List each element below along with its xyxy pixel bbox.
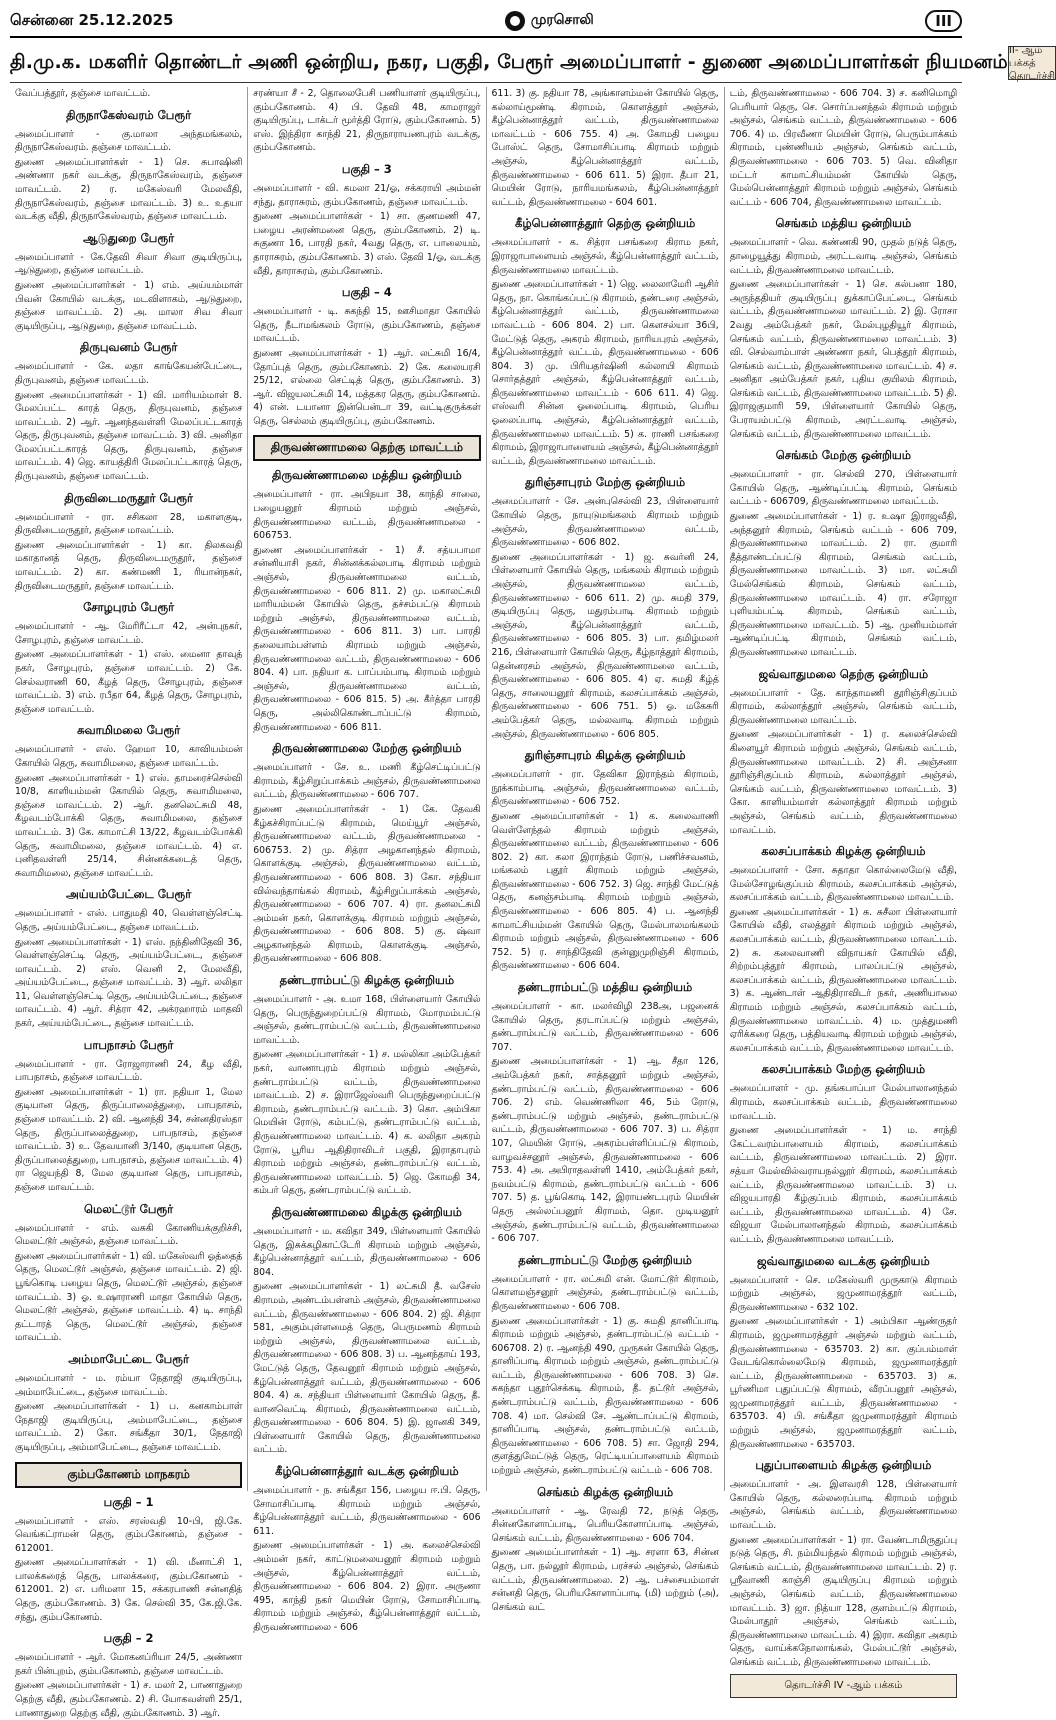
section-heading: கலசப்பாக்கம் கிழக்கு ஒன்றியம் (761, 844, 926, 859)
appointment-paragraph: அமைப்பாளர் - எம். வசுகி கோணியக்குறிச்சி, மெலட்டூர் அஞ்சல், தஞ்சை மாவட்டம். (15, 1222, 243, 1248)
appointment-paragraph: அமைப்பாளர் - ஆ. ரேவதி 72, நடுத் தெரு, சின்னகோளாப்பாடி, பெரியகோளாப்பாடி அஞ்சல், செங்கம் வட்டம், திருவண்ணாமலை - 606 704. (491, 1505, 719, 1544)
section-heading: கீழ்பென்னாத்தூர் வடக்கு ஒன்றியம் (275, 1464, 459, 1479)
appointment-paragraph: அமைப்பாளர் - ம. கவிதா 349, பிள்ளையார் கோயில் தெரு, இசுக்கழிகாட்டேரி கிராமம் மற்றும் அஞ்சல், கீழ்பென்னாத்தூர் வட்டம், திருவண்ணாமலை - 606 804. (253, 1225, 481, 1278)
section-heading: பகுதி – 4 (341, 285, 392, 300)
appointment-paragraph: துணை அமைப்பாளர்கள் - 1) கே. தேவகி கீழ்கச்சிராப்பட்டு கிராமம், மெய்யூர் அஞ்சல், திருவண்ணாமலை வட்டம், திருவண்ணாமலை - 606753. 2) மு. சித்ரா அழகானந்தல் கிராமம், கொளக்குடி அஞ்சல், திருவண்ணாமலை வட்டம், திருவண்ணாமலை - 606 808. 3) கோ. சந்தியா வில்வந்தாங்கல் கிராமம், கீழ்சிறுப்பாக்கம் அஞ்சல், திருவண்ணாமலை - 606 707. 4) ரா. தனலட்சுமி அம்மன் நகர், கொளக்குடி கிராமம் மற்றும் அஞ்சல், திருவண்ணாமலை - 606 808. 5) கு. ஷ்வா அழகானந்தல் கிராமம், கொளக்குடி அஞ்சல், திருவண்ணாமலை - 606 808. (253, 803, 481, 965)
appointment-paragraph: அமைப்பாளர் - ரா. அபிநயா 38, காந்தி சாலை, பழையனூர் கிராமம் மற்றும் அஞ்சல், திருவண்ணாமலை வட்டம், திருவண்ணாமலை - 606753. (253, 489, 481, 542)
appointment-paragraph: துணை அமைப்பாளர்கள் - 1) ச. மல்லிகா அம்பேத்கர் நகர், வாணாபுரம் கிராமம் மற்றும் அஞ்சல், தண்டராம்பட்டு வட்டம், திருவண்ணாமலை மாவட்டம். 2) ச. இராஜேஸ்வரி பெருந்துறைப்பட்டு கிராமம், தண்டராம்பட்டு வட்டம். 3) கொ. அம்பிகா மெயின் ரோடு, கம்பட்டு, தண்டராம்பட்டு வட்டம், திருவண்ணாமலை மாவட்டம். 4) க. லலிதா அகரம் ரோடு, பூரிய ஆதிதிராவிடர் பகுதி, இராதாபுரம் கிராமம் மற்றும் அஞ்சல், தண்டராம்பட்டு வட்டம், திருவண்ணாமலை மாவட்டம். 5) ஜெ. கோமதி 34, கம்பர் தெரு, தண்டராம்பட்டு வட்டம். (253, 1049, 481, 1197)
section-heading: துரிஞ்சாபுரம் மேற்கு ஒன்றியம் (525, 475, 686, 490)
appointment-paragraph: அமைப்பாளர் - எஸ். சரஸ்வதி 10-பி, ஜி.கே. வெங்கட்ராமன் தெரு, கும்பகோணம், தஞ்சை - 612001. (15, 1515, 243, 1554)
appointment-paragraph: அமைப்பாளர் - டி. சுகந்தி 15, ஊசிமாதா கோயில் தெரு, நீடாமங்கலம் ரோடு, கும்பகோணம், தஞ்சை மாவட்டம். (253, 306, 481, 345)
sun-logo-icon (505, 11, 525, 31)
section-heading: கலசப்பாக்கம் மேற்கு ஒன்றியம் (761, 1062, 926, 1077)
appointment-paragraph: துணை அமைப்பாளர்கள் - 1) சு. சுசீலா பிள்ளையார் கோயில் வீதி, எலத்தூர் கிராமம் மற்றும் அஞ்சல், கலசப்பாக்கம் வட்டம், திருவண்ணாமலை மாவட்டம். 2) சு. கலைவாணி விநாயகர் கோயில் வீதி, சிற்றம்புத்தூர் கிராமம், பாலப்பட்டு அஞ்சல், கலசப்பாக்கம் வட்டம், திருவண்ணாமலை மாவட்டம். 3) க. ஆண்டாள் ஆதிதிராவிடர் நகர், அணியாலை கிராமம் மற்றும் அஞ்சல், கலசப்பாக்கம் வட்டம், திருவண்ணாமலை மாவட்டம். 4) ம. முத்துமணி ஏரிக்கரை தெரு, பத்தியவாடி கிராமம் மற்றும் அஞ்சல், கலசப்பாக்கம் வட்டம், திருவண்ணாமலை மாவட்டம். (729, 906, 957, 1054)
section-heading: தண்டராம்பட்டு மத்திய ஒன்றியம் (517, 980, 693, 995)
section-heading: அம்மாபேட்டை பேரூர் (68, 1351, 189, 1366)
appointment-paragraph: அமைப்பாளர் - கே.தேவி சிவா சிவா குடியிருப்பு, ஆடுதுறை, தஞ்சை மாவட்டம். (15, 251, 243, 277)
appointment-paragraph: அமைப்பாளர் - ம. ரம்யா நேதாஜி குடியிருப்பு, அம்மாபேட்டை, தஞ்சை மாவட்டம். (15, 1372, 243, 1398)
appointment-paragraph: அமைப்பாளர் - எஸ். பாதுமதி 40, வெள்ளஞ்செட்டி தெரு, அய்யம்பேட்டை, தஞ்சை மாவட்டம். (15, 908, 243, 933)
appointment-paragraph: துணை அமைப்பாளர்கள் - 1) எஸ். மைனா தாவுத் நகர், சோழபுரம், தஞ்சை மாவட்டம். 2) கே. செல்வராணி 60, கீழத் தெரு, சோழபுரம், தஞ்சை மாவட்டம். 3) எம். ரபீதா 64, கீழத் தெரு, சோழபுரம், தஞ்சை மாவட்டம். (15, 649, 243, 715)
section-heading: புதுப்பாளையம் கிழக்கு ஒன்றியம் (755, 1458, 932, 1473)
appointment-paragraph: துணை அமைப்பாளர்கள் - 1) க. கலைவாணி வெள்ளேந்தல் கிராமம் மற்றும் அஞ்சல், திருவண்ணாமலை வட்டம், திருவண்ணாமலை - 606 802. 2) கா. கலா இராந்தம் ரோடு, பணிச்சவனம், மங்கலம் புதூர் கிராமம் மற்றும் அஞ்சல், திருவண்ணாமலை - 606 752. 3) ஜெ. சாந்தி மேட்டுத் தெரு, கனஞ்சம்பாடி கிராமம் மற்றும் அஞ்சல், திருவண்ணாமலை - 606 805. 4) ப. ஆனந்தி காமாட்சியம்மன் கோயில் தெரு, மேல்பாலமங்கலம் கிராமம் மற்றும் அஞ்சல், திருவண்ணாமலை - 606 752. 5) ர. சாந்திதேவி குன்னுமுறிஞ்சி கிராமம், திருவண்ணாமலை - 606 604. (491, 810, 719, 972)
section-heading: கீழ்பென்னாத்தூர் தெற்கு ஒன்றியம் (514, 216, 696, 231)
section-heading: திருபுவனம் பேரூர் (79, 340, 178, 355)
appointment-paragraph: அமைப்பாளர் - எஸ். ஹேமா 10, காவியம்மன் கோயில் தெரு, சுவாமிமலை, தஞ்சை மாவட்டம். (15, 744, 243, 769)
appointment-paragraph: அமைப்பாளர் - ஆ. மேரிரீட்டா 42, அன்புநகர், சோழபுரம், தஞ்சை மாவட்டம். (15, 621, 243, 646)
appointment-paragraph: துணை அமைப்பாளர்கள் - 1) எஸ். நந்தினிதேவி 36, வெள்ளஞ்செட்டி தெரு, அய்யம்பேட்டை, தஞ்சை மாவட்டம். 2) எஸ். வெனி 2, மேலவீதி, அய்யம்பேட்டை, தஞ்சை மாவட்டம். 3) ஆர். லலிதா 11, வெள்ளஞ்செட்டி தெரு, அய்யம்பேட்டை, தஞ்சை மாவட்டம். 4) ஆர். சித்ரா 42, அக்ரஹாரம் மாதவி நகர், அய்யம்பேட்டை, தஞ்சை மாவட்டம். (15, 936, 243, 1030)
appointment-paragraph: துணை அமைப்பாளர்கள் - 1) ப. கனகாம்பாள் நேதாஜி குடியிருப்பு, அம்மாபேட்டை, தஞ்சை மாவட்டம். 2) கோ. சங்கீதா 30/1, நேதாஜி குடியிருப்பு, அம்மாபேட்டை, தஞ்சை மாவட்டம். (15, 1401, 243, 1453)
article-column (487, 87, 725, 1613)
appointment-paragraph: துணை அமைப்பாளர்கள் - 1) செ. சுபாஷினி அண்ணா நகர் வடக்கு, திருநாகேஸ்வரம், தஞ்சை மாவட்டம். 2) ர. மகேஸ்வரி மேலவீதி, திருநாகேஸ்வரம், தஞ்சை மாவட்டம். 3) உ. உதயா வடக்கு வீதி, திருநாகேஸ்வரம், தஞ்சை மாவட்டம். (15, 156, 243, 223)
continued-from-line2: தொடர்ச்சி (1008, 70, 1055, 82)
appointment-paragraph: துணை அமைப்பாளர்கள் - 1) எஸ். தாமரைச்செல்வி 10/8, காளியம்மன் கோயில் தெரு, சுவாமிமலை, தஞ்சை மாவட்டம். 2) ஆர். தனலெட்சுமி 48, கீழவடம்போக்கி தெரு, சுவாமிமலை, தஞ்சை மாவட்டம். 3) கே. காமாட்சி 13/22, கீழவடம்போக்கி தெரு, சுவாமிமலை, தஞ்சை மாவட்டம். 4) எ. புனிதவள்ளி 25/14, சின்னக்கடைத் தெரு, சுவாமிமலை, தஞ்சை மாவட்டம். (15, 772, 243, 879)
appointment-paragraph: அமைப்பாளர் - கு.மாலா அந்தமங்கலம், திருநாகேஸ்வரம். தஞ்சை மாவட்டம். (15, 128, 243, 154)
section-heading: திருவண்ணாமலை கிழக்கு ஒன்றியம் (271, 1204, 462, 1219)
district-heading: திருவண்ணாமலை தெற்கு மாவட்டம் (253, 435, 480, 461)
appointment-paragraph: அமைப்பாளர் - செ. மகேஸ்வரி முருகாடு கிராமம் மற்றும் அஞ்சல், ஜமுனாமரத்தூர் வட்டம், திருவண்ணாமலை - 632 102. (729, 1274, 957, 1313)
appointment-paragraph: துணை அமைப்பாளர்கள் - 1) ஜெ. லைலாமேரி ஆசிர் தெரு, நா. கொங்கப்பட்டு கிராமம், தண்டரை அஞ்சல், கீழ்பென்னாத்தூர் வட்டம், திருவண்ணாமலை மாவட்டம் - 606 804. 2) பா. கௌசல்யா 36பி, மேட்டுத் தெரு, அகரம் கிராமம், நாரியபுரம் அஞ்சல், கீழ்பென்னாத்தூர் வட்டம், திருவண்ணாமலை - 606 804. 3) மு. பிரியதர்ஷினி கல்லாயி கிராமம் சொர்தத்தூர் அஞ்சல், கீழ்பென்னாத்தூர் வட்டம், திருவண்ணாமலை மாவட்டம் - 606 611. 4) ஜெ. எஸ்வரி சின்ன ஓலைப்பாடி கிராமம், பெரிய ஓலைப்பாடி அஞ்சல், கீழ்பென்னாத்தூர் வட்டம், திருவண்ணாமலை மாவட்டம். 5) க. ராணி பசங்கரை கிராமம், இராஜாபாளையம் அஞ்சல், கீழ்பென்னாத்தூர் வட்டம், திருவண்ணாமலை மாவட்டம். (491, 279, 719, 467)
appointment-paragraph: அமைப்பாளர் - ரா. சசிகலா 28, மகாளகுடி, திருவிடைமருதூர், தஞ்சை மாவட்டம். (15, 511, 243, 537)
section-heading: செங்கம் மத்திய ஒன்றியம் (775, 216, 912, 231)
appointment-paragraph: அமைப்பாளர் - ரா. தேவிகா இராந்தம் கிராமம், நூக்காம்பாடி அஞ்சல், திருவண்ணாமலை வட்டம், திருவண்ணாமலை - 606 752. (491, 769, 719, 808)
appointment-paragraph: அமைப்பாளர் - ரா. லட்சுமி என். மோட்டூர் கிராமம், கொளமஞ்சனூர் அஞ்சல், தண்டராம்பட்டு வட்டம், திருவண்ணாமலை - 606 708. (491, 1273, 719, 1312)
appointment-paragraph: துணை அமைப்பாளர்கள் - 1) சீ. சத்யபாமா சன்னியாசி நகர், சின்னக்கல்லபாடி கிராமம் மற்றும் அஞ்சல், திருவண்ணாமலை வட்டம், திருவண்ணாமலை - 606 811. 2) மு. மகாலட்சுமி மாரியம்மன் கோயில் தெரு, தச்சம்பட்டு கிராமம் மற்றும் அஞ்சல், திருவண்ணாமலை வட்டம், திருவண்ணாமலை - 606 811. 3) பா. பாரதி தலையாம்பள்ளம் கிராமம் மற்றும் அஞ்சல், திருவண்ணாமலை வட்டம், திருவண்ணாமலை - 606 804. 4) பா. நதியா க. பாப்பம்பாடி கிராமம் மற்றும் அஞ்சல், திருவண்ணாமலை வட்டம், திருவண்ணாமலை - 606 815. 5) அ. கீர்த்தா பாரதி தெரு, அல்லிகொண்டாப்பட்டு கிராமம், திருவண்ணாமலை - 606 811. (253, 544, 481, 733)
appointment-paragraph: அமைப்பாளர் - ரா. செல்வி 270, பிள்ளையார் கோயில் தெரு, ஆண்டிப்பட்டி கிராமம், செங்கம் வட்டம் - 606709, திருவண்ணாமலை மாவட்டம். (729, 469, 957, 508)
section-heading: தண்டராம்பட்டு கிழக்கு ஒன்றியம் (279, 973, 455, 988)
section-heading: பகுதி – 3 (341, 161, 392, 176)
appointment-paragraph: துணை அமைப்பாளர்கள் - 1) கு. சுமதி தானிப்பாடி கிராமம் மற்றும் அஞ்சல், தண்டராம்பட்டு வட்டம் - 606708. 2) ர. ஆனந்தி 490, முருகன் கோயில் தெரு, தானிப்பாடி கிராமம் மற்றும் அஞ்சல், தண்டராம்பட்டு வட்டம், திருவண்ணாமலை - 606 708. 3) செ. சுகந்தா புதூர்செக்கடி கிராமம், தீ. தட்டூர் அஞ்சல், தண்டராம்பட்டு வட்டம், திருவண்ணாமலை - 606 708. 4) மா. செல்வி சே. ஆண்டாப்பட்டு கிராமம், தானிப்பாடி அஞ்சல், தண்டராம்பட்டு வட்டம், திருவண்ணாமலை - 606 708. 5) சா. ஜோதி 294, குளத்துமேட்டுத் தெரு, ரெட்டியப்பாளையம் கிராமம் மற்றும் அஞ்சல், தண்டராம்பட்டு வட்டம் - 606 708. (491, 1315, 719, 1477)
appointment-paragraph: துணை அமைப்பாளர்கள் - 1) செ. கல்பனா 180, அருந்ததியர் குடியிருப்பு துக்காப்பேட்டை, செங்கம் வட்டம், திருவண்ணாமலை மாவட்டம். 2) இ. ரோசா 2வது அம்பேத்கர் நகர், மேல்புழதியூர் கிராமம், செங்கம் வட்டம், திருவண்ணாமலை மாவட்டம். 3) வி. செல்வாம்பாள் அண்ணா நகர், பெத்தூர் கிராமம், செங்கம் வட்டம், திருவண்ணாமலை மாவட்டம். 4) ச. அனிதா அம்பேத்கர் நகர், புதிய குயிலம் கிராமம், செங்கம் வட்டம், திருவண்ணாமலை மாவட்டம். 5) தி. இராஜகுமாரி 59, பிள்ளையார் கோயில் தெரு, பேராயம்பட்டு கிராமம், அரட்டவாடி அஞ்சல், செங்கம் வட்டம், திருவண்ணாமலை மாவட்டம். (729, 279, 957, 440)
paper-name: முரசொலி (530, 12, 594, 28)
appointment-paragraph: அமைப்பாளர் - ஆர். மோகனப்ரியா 24/5, அண்ணா நகர் பின்புறம், கும்பகோணம், தஞ்சை மாவட்டம். (15, 1652, 243, 1677)
appointment-paragraph: துணை அமைப்பாளர்கள் - 1) எம். அய்யம்மாள் பிவன் கோயில் வடக்கு, மடவிளாகம், ஆடுதுறை, தஞ்சை மாவட்டம். 2) அ. மாலா சிவ சிவா குடியிருப்பு, ஆடுதுறை, தஞ்சை மாவட்டம். (15, 279, 243, 332)
headline-row (10, 44, 1055, 83)
appointment-paragraph: அமைப்பாளர் - தே. காந்தாமணி தூரிஞ்சிகுப்பம் கிராமம், கல்லாத்தூர் அஞ்சல், செங்கம் வட்டம், திருவண்ணாமலை மாவட்டம். (729, 687, 957, 726)
section-heading: துரிஞ்சாபுரம் கிழக்கு ஒன்றியம் (524, 748, 686, 763)
section-heading: ஜவ்வாதுமலை வடக்கு ஒன்றியம் (757, 1253, 930, 1268)
appointment-paragraph: துணை அமைப்பாளர்கள் - 1) ச. மலர் 2, பாணாதுறை தெற்கு வீதி, கும்பகோணம். 2) சி. யோகவள்ளி 25/1, பாணாதுறை தெற்கு வீதி, கும்பகோணம். 3) ஆர். (15, 1680, 243, 1719)
continued-from-box (1008, 46, 1056, 80)
appointment-paragraph: அமைப்பாளர் - கே. லதா காங்கேயன்பேட்டை, திருபுவனம், தஞ்சை மாவட்டம். (15, 361, 243, 386)
appointment-paragraph: துணை அமைப்பாளர்கள் - 1) ஜ. சுவர்னி 24, பிள்ளையார் கோயில் தெரு, மங்கலம் கிராமம் மற்றும் அஞ்சல், திருவண்ணாமலை வட்டம், திருவண்ணாமலை - 606 611. 2) மு. சுமதி 379, குடியிருப்பு தெரு, மதுரம்பாடி கிராமம் மற்றும் அஞ்சல், கீழ்பென்னாத்தூர் வட்டம், திருவண்ணாமலை - 606 805. 3) பா. தமிழ்மலர் 216, பிள்ளையார் கோயில் தெரு, கீழ்நாத்தூர் கிராமம், தென்னரசம் அஞ்சல், திருவண்ணாமலை வட்டம், திருவண்ணாமலை - 606 805. 4) ஏ. சுமதி கீழ்த் தெரு, சாலையனூர் கிராமம், கலசப்பாக்கம் அஞ்சல், திருவண்ணாமலை - 606 751. 5) ஓ. மகேசுரி அம்பேத்கர் தெரு, மல்லவாடி கிராமம் மற்றும் அஞ்சல், திருவண்ணாமலை - 606 805. (491, 551, 719, 740)
section-heading: செங்கம் கிழக்கு ஒன்றியம் (537, 1484, 674, 1499)
appointment-paragraph: அமைப்பாளர் - சே. அன்புசெல்வி 23, பிள்ளையார் கோயில் தெரு, நாயுடுமங்கலம் கிராமம் மற்றும் அஞ்சல், திருவண்ணாமலை வட்டம், திருவண்ணாமலை - 606 802. (491, 496, 719, 549)
section-heading: திருநாகேஸ்வரம் பேரூர் (66, 107, 192, 122)
section-heading: திருவண்ணாமலை மேற்கு ஒன்றியம் (272, 741, 462, 756)
appointment-paragraph: துணை அமைப்பாளர்கள் - 1) வி. மீனாட்சி 1, பாலக்கரைத் தெரு, பாலக்கரை, கும்பகோணம் - 612001. 2) எ. பரிமளா 15, சக்கரபாணி சன்னதித் தெரு, கும்பகோணம். 3) கே. செல்வி 35, கே.ஜி.கே. சந்து, கும்பகோணம். (15, 1557, 243, 1623)
appointment-paragraph: துணை அமைப்பாளர்கள் - 1) ரா. நதியா 1, மேல குடியான தெரு, திருப்பாலைத்துறை, பாபநாசம், தஞ்சை மாவட்டம். 2) வி. ஆனந்தி 34, சன்னதிரஸ்தா தெரு, திருப்பாலைத்துறை, பாபநாசம், தஞ்சை மாவட்டம். 3) உ. தேவயானி 3/140, குடியான தெரு, திருப்பாலைத்துறை, பாபநாசம், தஞ்சை மாவட்டம். 4) ரா ஜெயந்தி 8, மேல குடியான தெரு, பாபநாசம், தஞ்சை மாவட்டம். (15, 1086, 243, 1193)
section-heading: பாபநாசம் பேரூர் (83, 1037, 174, 1052)
district-heading: கும்பகோணம் மாநகரம் (15, 1462, 242, 1488)
appointment-paragraph: சரண்யா சீ - 2, தொலைபேசி பணியாளர் குடியிருப்பு, கும்பகோணம். 4) பி. தேவி 48, காமராஜர் குடியிருப்பு, டாக்டர் மூர்த்தி ரோடு, கும்பகோணம். 5) எஸ். இந்திரா காந்தி 21, திருநாராயணபுரம் வடக்கு, கும்பகோணம். (253, 88, 481, 154)
article-column (248, 87, 486, 1633)
appointment-paragraph: துணை அமைப்பாளர்கள் - 1) ரா. வேண்டாமிருதுப்பு நடுத் தெரு, சி. நம்மியந்தல் கிராமம் மற்றும் அஞ்சல், செங்கம் வட்டம், திருவண்ணாமலை மாவட்டம். 2) ர. ஸ்ரீவாணி காஞ்சி குடியிருப்பு கிராமம் மற்றும் அஞ்சல், செங்கம் வட்டம், திருவண்ணாமலை மாவட்டம். 3) ஜா. நித்யா 128, குளம்பட்டு கிராமம், மேல்பாதூர் அஞ்சல், செங்கம் வட்டம், திருவண்ணாமலை மாவட்டம். 4) இரா. கவிதா அகரம் தெரு, வாய்க்கநோலாங்கல், மேல்பட்டூர் அஞ்சல், செங்கம் வட்டம், திருவண்ணாமலை மாவட்டம். (729, 1534, 957, 1668)
page-headline: தி.மு.க. மகளிர் தொண்டர் அணி ஒன்றிய, நகர, பகுதி, பேரூர் அமைப்பாளர் - துணை அமைப்பாளர்கள் நியமனம் (10, 50, 1008, 73)
appointment-paragraph: அமைப்பாளர் - சே. உ. மணி கீழ்செட்டிப்பட்டு கிராமம், கீழ்சிறுப்பாக்கம் அஞ்சல், திருவண்ணாமலை வட்டம், திருவண்ணாமலை - 606 707. (253, 762, 481, 801)
article-column (725, 87, 962, 1691)
appointment-paragraph: அமைப்பாளர் - ரா. ரோஜாராணி 24, கீழ வீதி, பாபநாசம், தஞ்சை மாவட்டம். (15, 1058, 243, 1084)
appointment-paragraph: துணை அமைப்பாளர்கள் - 1) ஆர். லட்சுமி 16/4, தோப்புத் தெரு, கும்பகோணம். 2) கே. கலையரசி 25/12, எல்லை செட்டித் தெரு, கும்பகோணம். 3) ஆர். விஜயலட்சுமி 14, மத்தகர தெரு, கும்பகோணம். 4) என். டயானா இன்பென்டா 39, வட்டிகுருக்கள் தெரு, செல்லம் குடியிருப்பு, கும்பகோணம். (253, 347, 481, 427)
paper-logo (505, 11, 594, 31)
masthead (10, 6, 962, 38)
appointment-paragraph: அமைப்பாளர் - மு. தங்கபாப்பா மேல்பாலானந்தல் கிராமம், கலசப்பாக்கம் வட்டம், திருவண்ணாமலை மாவட்டம். (729, 1083, 957, 1122)
appointment-paragraph: அமைப்பாளர் - கா. மலர்விழி 238அ, பஜனைக் கோயில் தெரு, தரடாப்பட்டு மற்றும் அஞ்சல், தண்டராம்பட்டு வட்டம், திருவண்ணாமலை - 606 707. (491, 1001, 719, 1053)
appointment-paragraph: துணை அமைப்பாளர்கள் - 1) வி. மகேஸ்வரி ஓத்தைத் தெரு, மெலட்டூர் அஞ்சல், தஞ்சை மாவட்டம். 2) ஜி. பூங்கொடி பழைய தெரு, மெலட்டூர் அஞ்சல், தஞ்சை மாவட்டம். 3) ஓ. உஷாராணி மாதா கோயில் தெரு, மெலட்டூர் அஞ்சல், தஞ்சை மாவட்டம். 4) டி. சாந்தி தட்டாரத் தெரு, மெலட்டூர் அஞ்சல், தஞ்சை மாவட்டம். (15, 1250, 243, 1344)
page-number: III (925, 10, 962, 32)
appointment-paragraph: துணை அமைப்பாளர்கள் - 1) வி. மாரியம்மாள் 8. மேலப்பட்ட காரத் தெரு, திருபுவனம், தஞ்சை மாவட்டம். 2) ஆர். ஆனந்தவள்ளி மேலப்பட்டகாரத் தெரு, திருபுவனம், தஞ்சை மாவட்டம். 3) வி. அனிதா மேலப்பட்டகாரத் தெரு, திருபுவனம், தஞ்சை மாவட்டம். 4) ஜெ. காயத்திரி மேலப்பட்டகாரத் தெரு, திருபுவனம், தஞ்சை மாவட்டம். (15, 389, 243, 483)
section-heading: அய்யம்பேட்டை பேரூர் (66, 887, 192, 902)
continued-from-line1: II- ஆம் பக்கத் (1008, 44, 1043, 69)
appointment-paragraph: துணை அமைப்பாளர்கள் - 1) ர. உஷா இராஜவீதி, அந்தனூர் கிராமம், செங்கம் வட்டம் - 606 709, திருவண்ணாமலை மாவட்டம். 2) ரா. குமாரி தீத்தாண்டப்பட்டு கிராமம், செங்கம் வட்டம், திருவண்ணாமலை மாவட்டம். 3) மா. லட்சுமி மேல்செங்கம் கிராமம், செங்கம் வட்டம், திருவண்ணாமலை மாவட்டம். 4) ரா. சரோஜா புளியம்பட்டி கிராமம், செங்கம் வட்டம், திருவண்ணாமலை மாவட்டம். 5) ஆ. முனியம்மாள் ஆண்டிப்பட்டி கிராமம், செங்கம் வட்டம், திருவண்ணாமலை மாவட்டம். (729, 511, 957, 658)
appointment-paragraph: துணை அமைப்பாளர்கள் - 1) கா. திலகவதி மகாதானத் தெரு, திருவிடைமருதூர், தஞ்சை மாவட்டம். 2) கா. கண்மணி 1, ரியான்நகர், திருவிடைமருதூர், தஞ்சை மாவட்டம். (15, 539, 243, 592)
appointment-paragraph: அமைப்பாளர் - வி. கமலா 21/ஓ, சக்கராயி அம்மன் சந்து, தாராசுரம், கும்பகோணம், தஞ்சை மாவட்டம். (253, 182, 481, 208)
section-heading: பகுதி – 2 (103, 1631, 154, 1646)
section-heading: செங்கம் மேற்கு ஒன்றியம் (775, 448, 911, 463)
appointment-paragraph: துணை அமைப்பாளர்கள் - 1) அம்பிகா ஆண்ருதர் கிராமம், ஜமுனாமரத்தூர் அஞ்சல் மற்றும் வட்டம், திருவண்ணாமலை - 635703. 2) கா. குப்பம்மாள் வேடங்கொல்லைமேடு கிராமம், ஜமுனாமரத்தூர் வட்டம், திருவண்ணாமலை - 635703. 3) சு. பூர்ணிமா புதுப்பட்டு கிராமம், வீரப்பனூர் அஞ்சல், ஜமுனாமரத்தூர் வட்டம், திருவண்ணாமலை - 635703. 4) பி. சங்கீதா ஜமுனாமரத்தூர் கிராமம் மற்றும் அஞ்சல், ஜமுனாமரத்தூர் வட்டம், திருவண்ணாமலை - 635703. (729, 1316, 957, 1450)
appointment-paragraph: அமைப்பாளர் - அ. இளவரசி 128, பிள்ளையார் கோயில் தெரு, கல்லரைப்பாடி கிராமம் மற்றும் அஞ்சல், செங்கம் வட்டம், திருவண்ணாமலை மாவட்டம். (729, 1479, 957, 1532)
section-heading: ஜவ்வாதுமலை தெற்கு ஒன்றியம் (758, 666, 929, 681)
appointment-paragraph: துணை அமைப்பாளர்கள் - 1) ர. கலைச்செல்வி கிளையூர் கிராமம் மற்றும் அஞ்சல், செங்கம் வட்டம், திருவண்ணாமலை மாவட்டம். 2) சி. அஞ்சனா தூரிஞ்சிகுப்பம் கிராமம், கல்லாத்தூர் அஞ்சல், செங்கம் வட்டம், திருவண்ணாமலை மாவட்டம். 3) கோ. காளியம்மாள் கல்லாத்தூர் கிராமம் மற்றும் அஞ்சல், செங்கம் வட்டம், திருவண்ணாமலை மாவட்டம். (729, 729, 957, 836)
appointment-paragraph: அமைப்பாளர் - க. சித்ரா பசங்கரை கிராம நகர், இராஜாபாளையம் அஞ்சல், கீழ்பென்னாத்தூர் வட்டம், திருவண்ணாமலை மாவட்டம். (491, 237, 719, 276)
article-columns (10, 87, 962, 1719)
appointment-paragraph: அமைப்பாளர் - சோ. சுதாதா கொல்லைமேடு வீதி, மேல்சோழங்குப்பம் கிராமம், கலசப்பாக்கம் அஞ்சல், கலசப்பாக்கம் வட்டம், திருவண்ணாமலை மாவட்டம். (729, 865, 957, 904)
appointment-paragraph: துணை அமைப்பாளர்கள் - 1) ஆ. சரளா 63, சின்ன தெரு, பா. நல்லூர் கிராமம், பரச்சல் அஞ்சல், செங்கம் வட்டம், திருவண்ணாமலை. 2) ஆ. பச்சையம்மாள் சன்னதி தெரு, பெரியகோளாப்பாடி (மி) மற்றும் (அ), செங்கம் வட் (491, 1547, 719, 1613)
article-column (10, 87, 248, 1719)
appointment-paragraph: துணை அமைப்பாளர்கள் - 1) சா. குணமணி 47, பழைய அரண்மனை தெரு, கும்பகோணம். 2) டி. சுகுணா 16, பாரதி நகர், 4வது தெரு, எ. பாலையம், தாராசுரம், கும்பகோணம். 3) எஸ். தேவி 1/ஓ, வடக்கு வீதி, தாராசுரம், கும்பகோணம். (253, 211, 481, 277)
appointment-paragraph: துணை அமைப்பாளர்கள் - 1) லட்சுமி தீ. வசேஸ் கிராமம், அண்டம்பள்ளம் அஞ்சல், திருவண்ணாமலை வட்டம், திருவண்ணாமலை - 606 804. 2) ஜி. சித்ரா 581, அகும்புள்ளமைத் தெரு, பெருமணம் கிராமம் மற்றும் அஞ்சல், திருவண்ணாமலை வட்டம், திருவண்ணாமலை - 606 808. 3) ப. ஆனந்தாய் 193, மேட்டுத் தெரு, தேவனூர் கிராமம் மற்றும் அஞ்சல், கீழ்பென்னாத்தூர் வட்டம், திருவண்ணாமலை - 606 804. 4) சு. சந்தியா பிள்ளையார் கோயில் தெரு, தீ. வானவெட்டி கிராமம், திருவண்ணாமலை வட்டம், திருவண்ணாமலை - 606 804. 5) இ. ஜானகி 349, பிள்ளையார் கோயில் தெரு, திருவண்ணாமலை வட்டம். (253, 1281, 481, 1456)
appointment-paragraph: துணை அமைப்பாளர்கள் - 1) அ. கலைச்செல்வி அம்மன் நகர், காட்டுமலையனூர் கிராமம் மற்றும் அஞ்சல், கீழ்பென்னாத்தூர் வட்டம், திருவண்ணாமலை - 606 804. 2) இரா. அருணா 495, காந்தி நகர் மெயின் ரோடு, சோமாசிப்பாடி கிராமம் மற்றும் அஞ்சல், கீழ்பென்னாத்தூர் வட்டம், திருவண்ணாமலை - 606 (253, 1540, 481, 1633)
section-heading: ஆடுதுறை பேரூர் (83, 230, 175, 245)
section-heading: சோழபுரம் பேரூர் (83, 600, 175, 615)
appointment-paragraph: அமைப்பாளர் - வெ. கண்ணகி 90, முதல் நடுத் தெரு, தாழையூத்து கிராமம், அரட்டவாடி அஞ்சல், செங்கம் வட்டம், திருவண்ணாமலை மாவட்டம். (729, 237, 957, 276)
section-heading: பகுதி – 1 (103, 1494, 154, 1509)
issue-date: சென்னை 25.12.2025 (10, 11, 174, 29)
appointment-paragraph: 611. 3) கு. நதியா 78, அங்காளம்மன் கோயில் தெரு, கல்லாய்மூண்டி கிராமம், கொளத்தூர் அஞ்சல், கீழ்பென்னாத்தூர் வட்டம், திருவண்ணாமலை மாவட்டம் - 606 755. 4) அ. கோமதி பழைய போஸ்ட் தெரு, சோமாசிப்பாடி கிராமம் மற்றும் அஞ்சல், கீழ்பென்னாத்தூர் வட்டம், திருவண்ணாமலை - 606 611. 5) இரா. தீபா 21, மெயின் ரோடு, நாரியமங்கலம், கீழ்பென்னாத்தூர் வட்டம், திருவண்ணாமலை - 604 601. (491, 88, 719, 208)
section-heading: தண்டராம்பட்டு மேற்கு ஒன்றியம் (518, 1252, 692, 1267)
appointment-paragraph: டம், திருவண்ணாமலை - 606 704. 3) ச. கனிமொழி பெரியார் தெரு, செ. சொர்ப்பனந்தல் கிராமம் மற்றும் அஞ்சல், செங்கம் வட்டம், திருவண்ணாமலை - 606 706. 4) ம. பிரவீணா மெயின் ரோடு, பெரும்பாக்கம் கிராமம், புண்ணியம் அஞ்சல், செங்கம் வட்டம், திருவண்ணாமலை - 606 703. 5) வெ. வினிதா மட்டர் காமாட்சியம்மன் கோயில் தெரு, மேல்பென்னாத்தூர் கிராமம் மற்றும் அஞ்சல், செங்கம் வட்டம் - 606 704, திருவண்ணாமலை மாவட்டம். (729, 88, 957, 208)
appointment-paragraph: அமைப்பாளர் - ந. சங்கீதா 156, பழைய ஈ.பி. தெரு, சோமாசிப்பாடி கிராமம் மற்றும் அஞ்சல், கீழ்பென்னாத்தூர் வட்டம், திருவண்ணாமலை - 606 611. (253, 1485, 481, 1537)
appointment-paragraph: துணை அமைப்பாளர்கள் - 1) ம. சாந்தி கேட்டவரம்பாளையம் கிராமம், கலசப்பாக்கம் வட்டம், திருவண்ணாமலை மாவட்டம். 2) இரா. சத்யா மேல்வில்வராயநல்லூர் கிராமம், கலசப்பாக்கம் வட்டம், திருவண்ணாமலை மாவட்டம். 3) ப. விஜயபாரதி கீழ்குப்பம் கிராமம், கலசப்பாக்கம் வட்டம், திருவண்ணாமலை மாவட்டம். 4) சே. விஜயா மேல்பாலானந்தல் கிராமம், கலசப்பாக்கம் வட்டம், திருவண்ணாமலை மாவட்டம். (729, 1125, 957, 1245)
section-heading: மெலட்டூர் பேரூர் (84, 1201, 174, 1216)
appointment-paragraph: அமைப்பாளர் - அ. உமா 168, பிள்ளையார் கோயில் தெரு, பெருந்துறைப்பட்டு கிராமம், மோரமம்பட்டு அஞ்சல், தண்டராம்பட்டு வட்டம், திருவண்ணாமலை மாவட்டம். (253, 994, 481, 1046)
section-heading: திருவிடைமருதூர் பேரூர் (64, 490, 193, 505)
section-heading: சுவாமிமலை பேரூர் (77, 723, 181, 738)
continued-to-box: தொடர்ச்சி IV -ஆம் பக்கம் (730, 1674, 957, 1698)
appointment-paragraph: வேப்பத்தூர், தஞ்சை மாவட்டம். (15, 88, 151, 99)
appointment-paragraph: துணை அமைப்பாளர்கள் - 1) ஆ. சீதா 126, அம்பேத்கர் நகர், சாத்தனூர் மற்றும் அஞ்சல், தண்டராம்பட்டு வட்டம், திருவண்ணாமலை - 606 706. 2) எம். வெண்ணிலா 46, 5ம் ரோடு, தண்டராம்பட்டு மற்றும் அஞ்சல், தண்டராம்பட்டு வட்டம், திருவண்ணாமலை - 606 707. 3) ப. சித்ரா 107, மெயின் ரோடு, அகரம்பள்ளிப்பட்டு கிராமம், வாழவச்சனூர் அஞ்சல், திருவண்ணாமலை - 606 753. 4) அ. அபிராதவள்ளி 1410, அம்பேத்கர் நகர், நவம்பட்டு கிராமம், தண்டராம்பட்டு வட்டம் - 606 707. 5) த. பூங்கொடி 142, இராயண்டபுரம் மெயின் தெரு அல்லப்பனூர் கிராமம், தொ. முடியனூர் அஞ்சல், தண்டராம்பட்டு வட்டம், திருவண்ணாமலை - 606 707. (491, 1056, 719, 1245)
section-heading: திருவண்ணாமலை மத்திய ஒன்றியம் (271, 468, 462, 483)
